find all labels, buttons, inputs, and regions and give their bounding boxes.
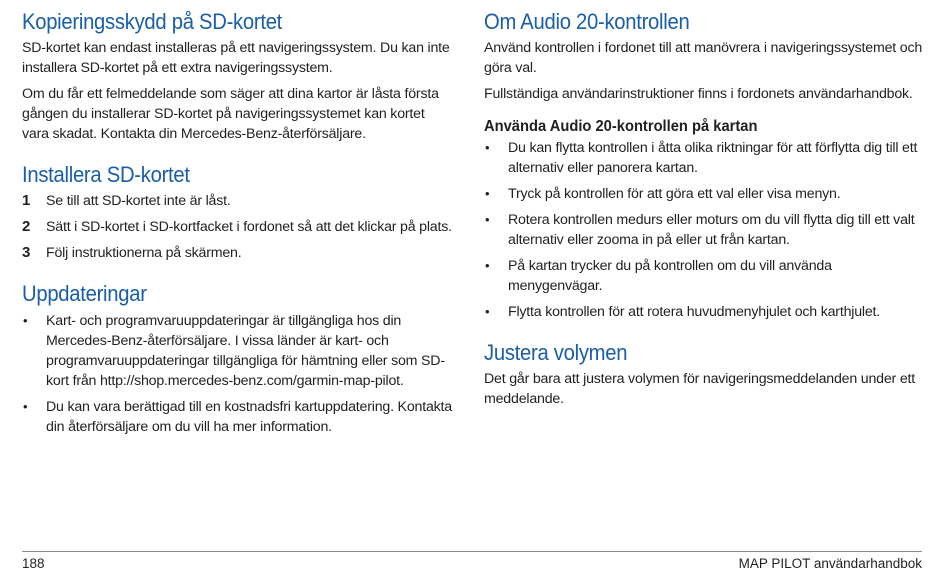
- step-text: Se till att SD-kortet inte är låst.: [46, 193, 231, 210]
- paragraph: SD-kortet kan endast installeras på ett navigeringssystem. Du kan inte installera SD-kortet på ett extra navigeringssystem.: [22, 40, 450, 77]
- step-text: Sätt i SD-kortet i SD-kortfacket i fordonet så att det klickar på plats.: [46, 219, 452, 236]
- heading-install-sd-card: Installera SD-kortet: [22, 162, 190, 188]
- list-item: • Flytta kontrollen för att rotera huvudmenyhjulet och karthjulet.: [484, 302, 924, 322]
- paragraph: Använd kontrollen i fordonet till att manövrera i navigeringssystemet och göra val.: [484, 40, 923, 77]
- list-item: • Tryck på kontrollen för att göra ett val eller visa menyn.: [484, 184, 924, 204]
- subheading-use-on-map: Använda Audio 20-kontrollen på kartan: [484, 118, 758, 136]
- list-item: • Du kan flytta kontrollen i åtta olika riktningar för att förflytta dig till ett alternativ eller panorera kartan.: [484, 138, 924, 178]
- list-item: • Kart- och programvaruuppdateringar är tillgängliga hos din Mercedes-Benz-återförsäljare. I vissa länder är kart- och programvaruuppdateringar tillgängliga för hämtning eller som SD-kort från http://shop.mercedes-benz.com/garmin-map-pilot.: [22, 311, 454, 391]
- step-number: 3: [22, 244, 31, 262]
- heading-updates: Uppdateringar: [22, 281, 147, 307]
- step-text: Följ instruktionerna på skärmen.: [46, 245, 242, 262]
- bullet-list: [22, 311, 454, 437]
- step-number: 1: [22, 192, 31, 210]
- right-column: [484, 10, 924, 409]
- page-number: 188: [22, 556, 45, 571]
- paragraph: Fullständiga användarinstruktioner finns i fordonets användarhandbok.: [484, 86, 913, 103]
- heading-adjust-volume: Justera volymen: [484, 340, 628, 366]
- list-item: • På kartan trycker du på kontrollen om du vill använda menygenvägar.: [484, 256, 924, 296]
- list-item: [22, 243, 454, 263]
- paragraph: Det går bara att justera volymen för navigeringsmeddelanden under ett meddelande.: [484, 371, 916, 408]
- heading-copy-protection: Kopieringsskydd på SD-kortet: [22, 9, 283, 34]
- heading-about-audio20: Om Audio 20-kontrollen: [484, 9, 690, 34]
- paragraph: Om du får ett felmeddelande som säger att dina kartor är låsta första gången du installerar SD-kortet på navigeringssystemet kan kortet vara skadat. Kontakta din Mercedes-Benz-återförsäljare.: [22, 86, 439, 143]
- footer-divider: [22, 551, 922, 552]
- list-item: [22, 217, 454, 237]
- manual-title: MAP PILOT användarhandbok: [738, 556, 922, 571]
- list-item: [22, 191, 454, 211]
- bullet-list: [484, 138, 924, 322]
- left-column: [22, 10, 454, 437]
- list-item: • Du kan vara berättigad till en kostnadsfri kartuppdatering. Kontakta din återförsäljare om du vill ha mer information.: [22, 397, 454, 437]
- step-number: 2: [22, 218, 31, 236]
- numbered-steps: [22, 191, 454, 263]
- list-item: • Rotera kontrollen medurs eller moturs om du vill flytta dig till ett valt alternativ eller zooma in på eller ut från kartan.: [484, 210, 924, 250]
